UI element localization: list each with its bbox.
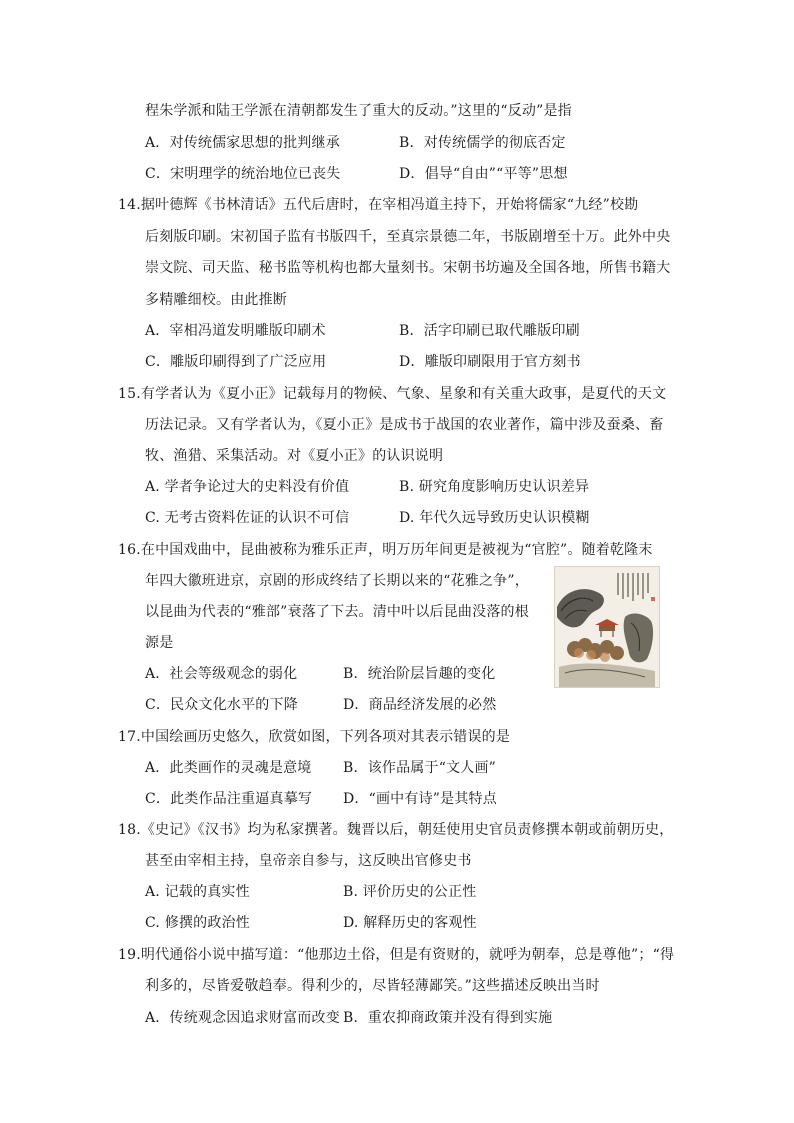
q18-option-d: D. 解释历史的客观性	[343, 915, 477, 931]
q13-stem-continued: 程朱学派和陆王学派在清朝都发生了重大的反动。”这里的“反动”是指	[145, 103, 572, 119]
q19-stem-text-1: 明代通俗小说中描写道：“他那边土俗，但是有资财的，就呼为朝奉，总是尊他”；“得	[140, 947, 675, 963]
q15-option-a: A. 学者争论过大的史料没有价值	[145, 479, 350, 495]
q19-stem-line-1	[118, 945, 674, 965]
q19-stem-line-2: 利多的，尽皆爱敬趋奉。得利少的，尽皆轻薄鄙笑。”这些描述反映出当时	[145, 978, 600, 994]
q14-stem-line-2: 后刻版印刷。宋初国子监有书版四千，至真宗景德二年，书版剧增至十万。此外中央	[145, 229, 671, 245]
q14-option-b: B．活字印刷已取代雕版印刷	[399, 323, 580, 339]
q17-option-b: B．该作品属于“文人画”	[343, 760, 497, 776]
q13-option-c: C．宋明理学的统治地位已丧失	[145, 166, 341, 182]
q15-option-d: D. 年代久远导致历史认识模糊	[399, 510, 590, 526]
q18-stem-line-1	[118, 820, 673, 840]
q16-option-c: C．民众文化水平的下降	[145, 697, 298, 713]
q13-option-a: A．对传统儒家思想的批判继承	[145, 135, 340, 151]
q19-option-a: A．传统观念因追求财富而改变	[145, 1010, 340, 1026]
q18-option-c: C. 修撰的政治性	[145, 915, 250, 931]
q15-stem-line-2: 历法记录。又有学者认为，《夏小正》是成书于战国的农业著作，篇中涉及蚕桑、畜	[145, 417, 664, 433]
q15-number: 15.	[118, 386, 141, 402]
q16-option-a: A．社会等级观念的弱化	[145, 666, 298, 682]
q14-stem-text-1: 据叶德辉《书林清话》五代后唐时，在宰相冯道主持下，开始将儒家“九经”校勘	[140, 197, 639, 213]
landscape-painting-icon	[555, 567, 659, 687]
q17-option-d: D．“画中有诗”是其特点	[343, 791, 497, 807]
q16-stem-line-3: 以昆曲为代表的“雅部”衰落了下去。清中叶以后昆曲没落的根	[145, 604, 529, 620]
q14-option-a: A．宰相冯道发明雕版印刷术	[145, 323, 326, 339]
q13-option-b: B．对传统儒学的彻底否定	[399, 135, 566, 151]
q14-option-c: C．雕版印刷得到了广泛应用	[145, 354, 327, 370]
q14-number: 14.	[118, 197, 141, 213]
q15-option-c: C. 无考古资料佐证的认识不可信	[145, 510, 350, 526]
q17-stem-line-1	[118, 727, 510, 747]
q16-number: 16.	[118, 542, 141, 558]
q19-option-b: B．重农抑商政策并没有得到实施	[343, 1010, 553, 1026]
landscape-painting-image	[554, 566, 660, 688]
q16-stem-text-1: 在中国戏曲中，昆曲被称为雅乐正声，明万历年间更是被视为“官腔”。随着乾隆末	[140, 542, 653, 558]
q16-option-d: D．商品经济发展的必然	[343, 697, 497, 713]
q15-option-b: B. 研究角度影响历史认识差异	[399, 479, 590, 495]
q15-stem-line-3: 牧、渔猎、采集活动。对《夏小正》的认识说明	[145, 448, 444, 464]
q14-stem-line-3: 崇文院、司天监、秘书监等机构也都大量刻书。宋朝书坊遍及全国各地，所售书籍大	[145, 260, 671, 276]
q18-number: 18.	[118, 822, 141, 838]
q14-option-d: D．雕版印刷限用于官方刻书	[399, 354, 581, 370]
q18-option-b: B. 评价历史的公正性	[343, 884, 477, 900]
q17-option-a: A．此类画作的灵魂是意境	[145, 760, 312, 776]
q16-stem-line-2: 年四大徽班进京，京剧的形成终结了长期以来的“花雅之争”，	[145, 573, 529, 589]
q17-option-c: C．此类作品注重逼真摹写	[145, 791, 313, 807]
q15-stem-text-1: 有学者认为《夏小正》记载每月的物候、气象、星象和有关重大政事，是夏代的天文	[140, 386, 667, 402]
q16-stem-line-4: 源是	[145, 635, 174, 651]
q17-number: 17.	[118, 729, 141, 745]
q15-stem-line-1	[118, 384, 666, 404]
q13-option-d: D．倡导“自由”“平等”思想	[399, 166, 568, 182]
q19-number: 19.	[118, 947, 141, 963]
q17-stem-text-1: 中国绘画历史悠久，欣赏如图，下列各项对其表示错误的是	[140, 729, 511, 745]
q18-stem-line-2: 甚至由宰相主持，皇帝亲自参与，这反映出官修史书	[145, 853, 472, 869]
q16-option-b: B．统治阶层旨趣的变化	[343, 666, 496, 682]
q14-stem-line-1	[118, 195, 638, 215]
q14-stem-line-4: 多精雕细校。由此推断	[145, 292, 287, 308]
q16-stem-line-1	[118, 540, 653, 560]
q18-stem-text-1: 《史记》《汉书》均为私家撰著。魏晋以后，朝廷使用史官员责修撰本朝或前朝历史，	[140, 822, 674, 838]
q18-option-a: A. 记载的真实性	[145, 884, 250, 900]
